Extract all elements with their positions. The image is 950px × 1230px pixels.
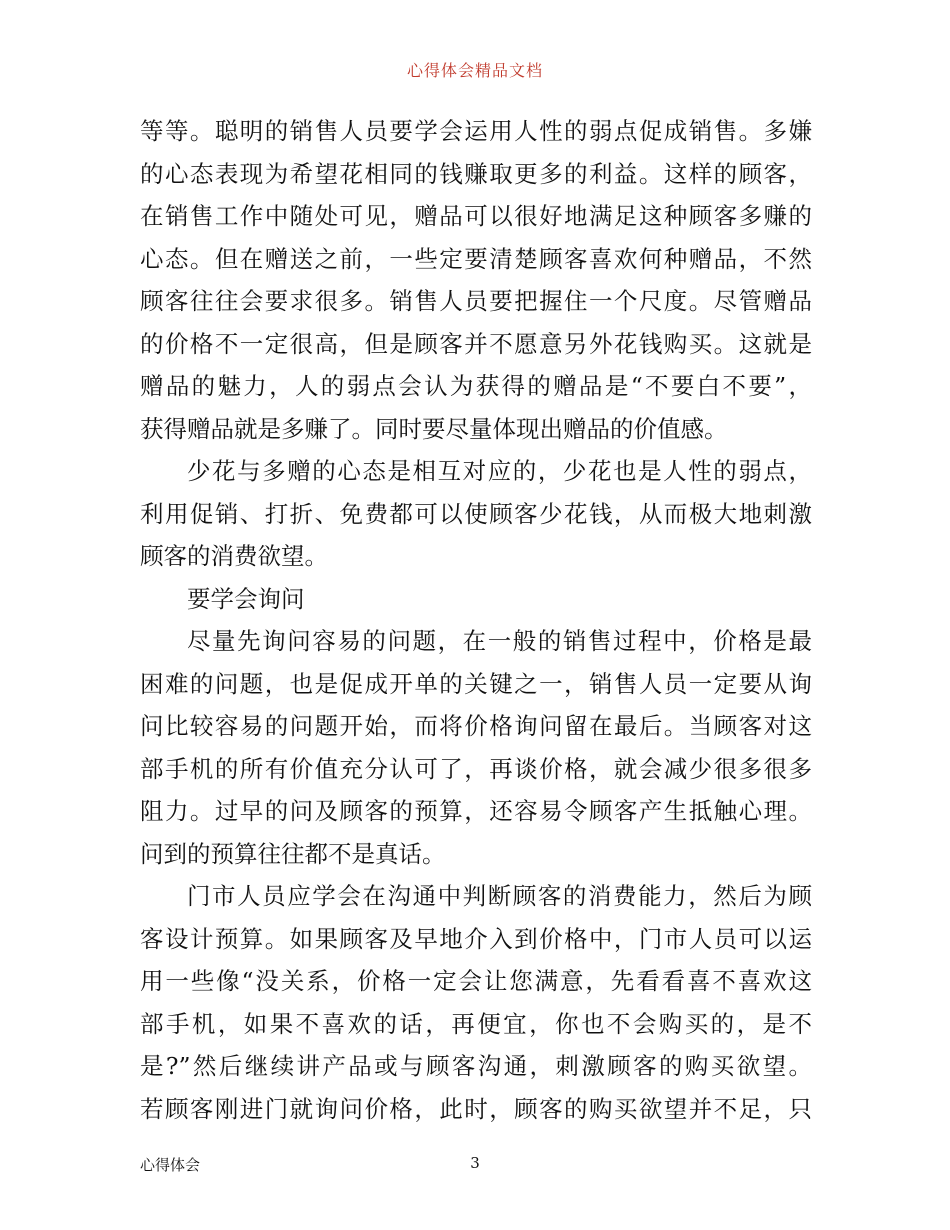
text-line: 问到的预算往往都不是真话。 xyxy=(140,839,446,868)
text-line: 是?”然后继续讲产品或与顾客沟通，刺激顾客的购买欲望。 xyxy=(140,1052,812,1080)
text-line: 的心态表现为希望花相同的钱赚取更多的利益。这样的顾客， xyxy=(140,159,812,188)
text-line: 用一些像“没关系，价格一定会让您满意，先看看喜不喜欢这 xyxy=(140,967,812,995)
text-line: 顾客往往会要求很多。销售人员要把握住一个尺度。尽管赠品 xyxy=(140,287,812,315)
text-line: 门市人员应学会在沟通中判断顾客的消费能力，然后为顾 xyxy=(187,882,812,910)
page-header-title: 心得体会精品文档 xyxy=(406,61,543,80)
text-line: 的价格不一定很高，但是顾客并不愿意另外花钱购买。这就是 xyxy=(140,329,812,358)
text-line: 心态。但在赠送之前，一些定要清楚顾客喜欢何种赠品，不然 xyxy=(140,244,812,273)
footer-label: 心得体会 xyxy=(140,1156,201,1174)
text-line: 尽量先询问容易的问题，在一般的销售过程中，价格是最 xyxy=(187,627,812,655)
text-line: 要学会询问 xyxy=(187,584,305,613)
text-line: 若顾客刚进门就询问价格，此时，顾客的购买欲望并不足，只 xyxy=(140,1094,812,1123)
text-line: 在销售工作中随处可见，赠品可以很好地满足这种顾客多赚的 xyxy=(140,202,812,230)
document-body xyxy=(140,110,812,1130)
text-line: 赠品的魅力，人的弱点会认为获得的赠品是“不要白不要”， xyxy=(140,372,812,400)
text-line: 客设计预算。如果顾客及早地介入到价格中，门市人员可以运 xyxy=(140,924,812,953)
text-line: 部手机，如果不喜欢的话，再便宜，你也不会购买的，是不 xyxy=(140,1009,812,1038)
page-number: 3 xyxy=(470,1154,480,1172)
text-line: 部手机的所有价值充分认可了，再谈价格，就会减少很多很多 xyxy=(140,754,812,783)
text-line: 利用促销、打折、免费都可以使顾客少花钱，从而极大地刺激 xyxy=(140,499,812,528)
text-line: 等等。聪明的销售人员要学会运用人性的弱点促成销售。多嫌 xyxy=(140,117,812,145)
text-line: 顾客的消费欲望。 xyxy=(140,542,328,570)
text-line: 获得赠品就是多赚了。同时要尽量体现出赠品的价值感。 xyxy=(140,414,728,443)
text-line: 少花与多赠的心态是相互对应的，少花也是人性的弱点， xyxy=(187,457,812,485)
text-line: 阻力。过早的问及顾客的预算，还容易令顾客产生抵触心理。 xyxy=(140,797,812,825)
text-line: 困难的问题，也是促成开单的关键之一，销售人员一定要从询 xyxy=(140,669,812,698)
text-line: 问比较容易的问题开始，而将价格询问留在最后。当顾客对这 xyxy=(140,712,812,740)
